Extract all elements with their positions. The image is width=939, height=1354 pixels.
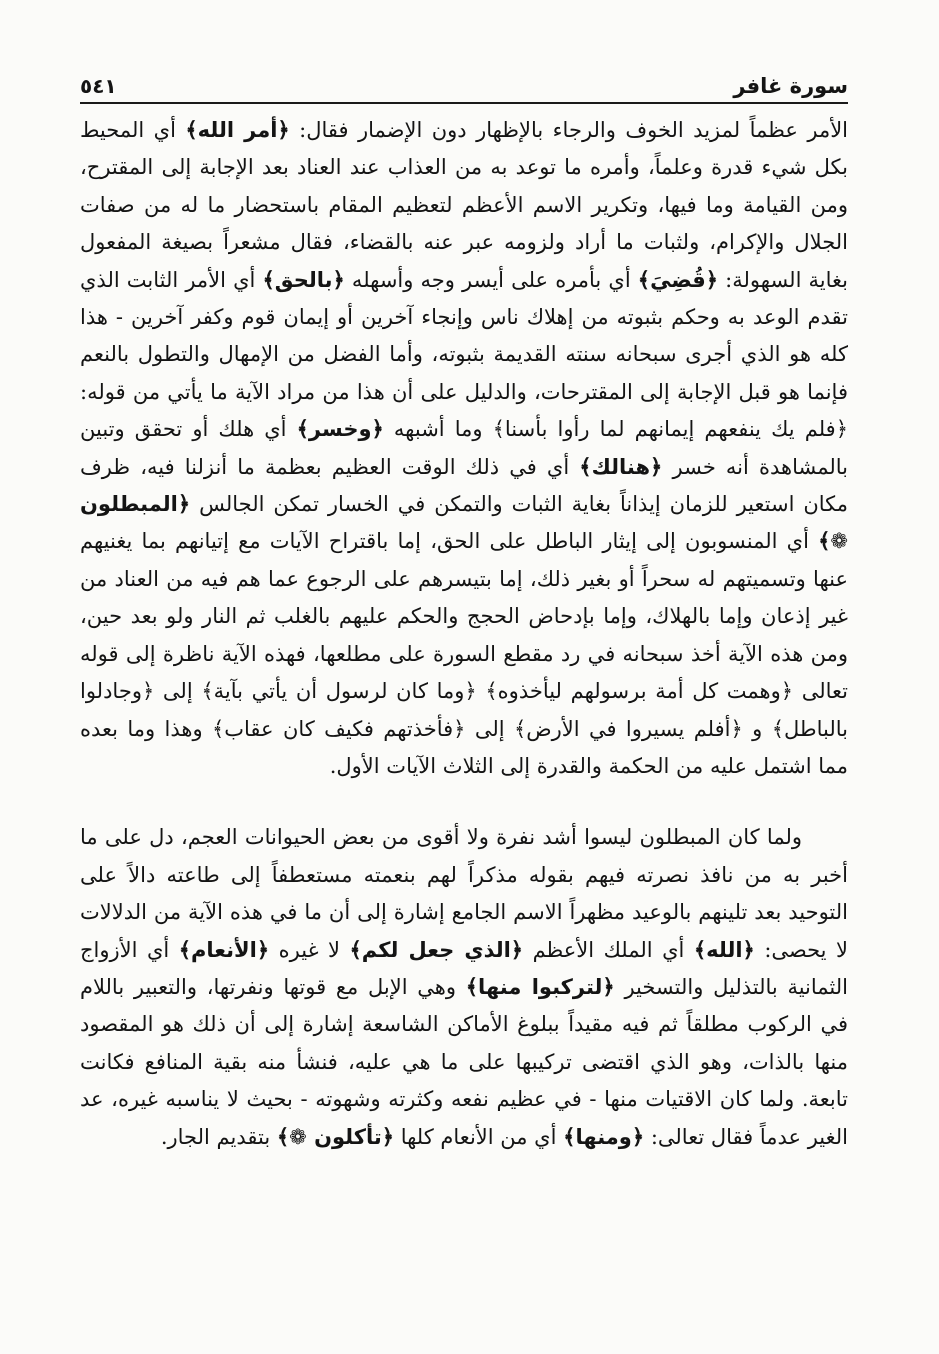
paragraph-2 xyxy=(80,819,848,1156)
quran-quote: ﴿الأنعام﴾ xyxy=(178,937,270,962)
text-segment: لا غيره xyxy=(269,937,350,962)
text-segment: بتقديم الجار. xyxy=(160,1124,277,1149)
text-segment: أي الملك الأعظم xyxy=(523,937,694,962)
body-text xyxy=(80,112,848,1156)
quran-quote: ﴿قُضِيَ﴾ xyxy=(637,267,719,292)
quran-quote: ﴿أمر الله﴾ xyxy=(185,118,290,142)
text-segment: الأمر عظماً لمزيد الخوف والرجاء بالإظهار دون الإضمار فقال: xyxy=(289,118,849,142)
paragraph-1 xyxy=(80,112,848,785)
quran-quote: ﴿المبطلون ❁﴾ xyxy=(80,492,848,554)
text-segment: أي المحيط بكل شيء قدرة وعلماً، وأمره ما توعد به من العذاب عند العناد بعد الإجابة إلى المقترح، ومن القيامة وما فيها، وتكرير الاسم الأعظم لتعظيم المقام باستحضار ما له من صفات الجلال والإكرام، ولثبات ما أراد ولزومه عبر عنه بالقضاء، فقال مشعراً بصيغة المفعول بغاية السهولة: xyxy=(80,118,848,292)
text-segment: أي هلك أو تحقق وتبين بالمشاهدة أنه خسر xyxy=(80,417,849,479)
quran-quote: ﴿وخسر﴾ xyxy=(296,417,384,442)
quran-quote: ﴿تأكلون ❁﴾ xyxy=(276,1124,395,1149)
text-segment: أي في ذلك الوقت العظيم بعظمة ما أنزلنا فيه، ظرف مكان استعير للزمان إيذاناً بغاية الثبات والتمكن في الخسار تمكن الجالس xyxy=(80,454,848,517)
text-segment: أي من الأنعام كلها xyxy=(394,1124,564,1149)
quran-quote: ﴿ومنها﴾ xyxy=(563,1124,645,1149)
quran-quote: ﴿بالحق﴾ xyxy=(262,267,345,292)
quran-quote: ﴿الذي جعل لكم﴾ xyxy=(349,937,524,962)
surah-title: سورة غافر xyxy=(733,74,848,98)
header-rule xyxy=(80,102,848,104)
text-segment: أي المنسوبون إلى إيثار الباطل على الحق، إما باقتراح الآيات مع إتيانهم بما يغنيهم عنها وتسميتهم له سحراً أو بغير ذلك، إما بتيسرهم على الرجوع عما هم فيه من العناد من غير إذعان وإما بالهلاك، وإما بإدحاض الحجج والحكم عليهم بالغلب ثم النار ولو بعد حين، ومن هذه الآية أخذ سبحانه في رد مقطع السورة على مطلعها، فهذه الآية ناظرة إلى قوله تعالى ﴿وهمت كل أمة برسولهم ليأخذوه﴾ ﴿وما كان لرسول أن يأتي بآية﴾ إلى ﴿وجادلوا بالباطل﴾ و ﴿أفلم يسيروا في الأرض﴾ إلى ﴿فأخذتهم فكيف كان عقاب﴾ وهذا وما بعده مما اشتمل عليه من الحكمة والقدرة إلى الثلاث الآيات الأول. xyxy=(80,529,848,778)
quran-quote: ﴿الله﴾ xyxy=(693,937,755,962)
quran-quote: ﴿هنالك﴾ xyxy=(579,454,663,479)
text-segment: وهي الإبل مع قوتها ونفرتها، والتعبير باللام في الركوب مطلقاً ثم فيه مقيداً ببلوغ الأماكن الشاسعة إشارة إلى أن ذلك هو المقصود منها بالذات، وهو الذي اقتضى تركيبها على ما هي عليه، فنشأ منه بقية المنافع فكانت تابعة. ولما كان الاقتيات منها - في عظيم نفعه وكثرته وشهوته - بحيث لا يناسبه غيره، عد الغير عدماً فقال تعالى: xyxy=(80,974,848,1149)
text-segment: أي بأمره على أيسر وجه وأسهله xyxy=(344,267,638,292)
page-number: ٥٤١ xyxy=(80,74,117,98)
quran-quote: ﴿لتركبوا منها﴾ xyxy=(465,974,615,999)
text-segment: ولما كان المبطلون ليسوا أشد نفرة ولا أقوى من بعض الحيوانات العجم، دل على ما أخبر به من نافذ نصرته فيهم بقوله مذكراً لهم بنعمته مستعطفاً إلى طاعته دالاً على التوحيد بعد تلينهم بالوعيد مظهراً الاسم الجامع إشارة إلى أن ما في هذه الآية من الدلالات لا يحصى: xyxy=(80,825,848,962)
text-segment: أي الأزواج الثمانية بالتذليل والتسخير xyxy=(80,937,848,999)
text-segment: أي الأمر الثابت الذي تقدم الوعد به وحكم بثبوته من إهلاك ناس وإنجاء آخرين أو إيمان قوم وكفر آخرين - هذا كله هو الذي أجرى سبحانه سنته القديمة بثبوته، وأما الفضل من الإمهال والتطول بالنعم فإنما هو قبل الإجابة إلى المقترحات، والدليل على أن هذا من مراد الآية ما يأتي من قوله: ﴿فلم يك ينفعهم إيمانهم لما رأوا بأسنا﴾ وما أشبهه xyxy=(80,267,848,442)
page-header xyxy=(80,62,848,98)
